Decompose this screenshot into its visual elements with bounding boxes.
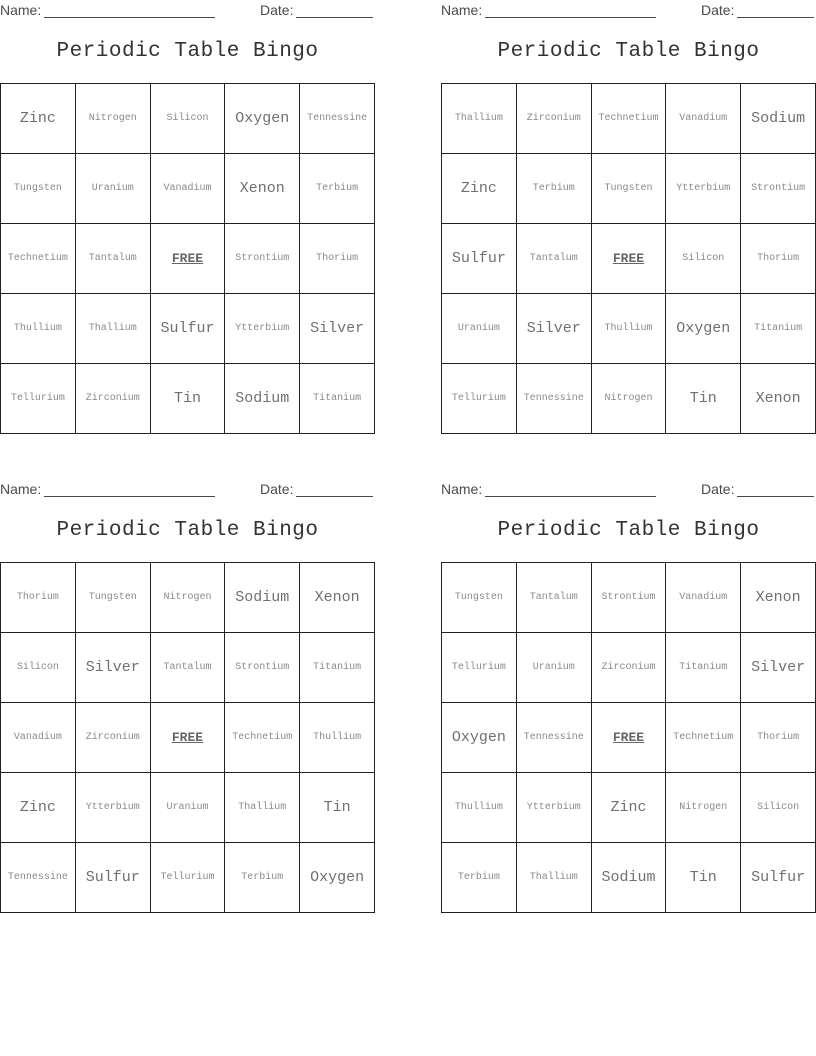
bingo-cell: Tungsten	[1, 154, 76, 224]
name-field	[0, 2, 215, 18]
card-title: Periodic Table Bingo	[497, 40, 760, 63]
bingo-cell: Tellurium	[151, 843, 226, 913]
bingo-cell: Zirconium	[592, 633, 667, 703]
bingo-cell: Oxygen	[442, 703, 517, 773]
name-blank-line	[44, 482, 215, 497]
bingo-cell: Terbium	[517, 154, 592, 224]
bingo-cell: Tennessine	[1, 843, 76, 913]
bingo-cell: Uranium	[517, 633, 592, 703]
bingo-card-1	[0, 0, 375, 434]
free-cell: FREE	[151, 224, 226, 294]
card-title: Periodic Table Bingo	[56, 519, 319, 542]
bingo-cell: Zirconium	[76, 364, 151, 434]
bingo-cell: Zinc	[1, 773, 76, 843]
bingo-cell: Xenon	[741, 563, 816, 633]
bingo-cell: Sodium	[741, 84, 816, 154]
bingo-cell: Silicon	[741, 773, 816, 843]
name-label: Name:	[441, 2, 483, 18]
bingo-cell: Technetium	[225, 703, 300, 773]
bingo-cell: Silver	[741, 633, 816, 703]
bingo-cell: Uranium	[76, 154, 151, 224]
name-field	[441, 2, 656, 18]
bingo-card-2	[441, 0, 816, 434]
bingo-cell: Zinc	[1, 84, 76, 154]
bingo-cell: Tungsten	[76, 563, 151, 633]
bingo-cell: Ytterbium	[517, 773, 592, 843]
bingo-cell: Sulfur	[151, 294, 226, 364]
bingo-cell: Thorium	[741, 703, 816, 773]
bingo-cell: Terbium	[225, 843, 300, 913]
bingo-cell: Thorium	[300, 224, 375, 294]
bingo-cell: Oxygen	[666, 294, 741, 364]
bingo-cell: Silicon	[666, 224, 741, 294]
bingo-cell: Thorium	[1, 563, 76, 633]
bingo-cell: Tin	[151, 364, 226, 434]
bingo-cell: Titanium	[300, 633, 375, 703]
bingo-cell: Terbium	[442, 843, 517, 913]
date-label: Date:	[701, 2, 735, 18]
bingo-cell: Xenon	[225, 154, 300, 224]
date-label: Date:	[260, 2, 294, 18]
bingo-cell: Sulfur	[442, 224, 517, 294]
date-field	[701, 481, 814, 497]
bingo-cell: Uranium	[442, 294, 517, 364]
date-field	[701, 2, 814, 18]
name-label: Name:	[441, 481, 483, 497]
bingo-card-3	[0, 479, 375, 913]
name-field	[441, 481, 656, 497]
card-title: Periodic Table Bingo	[56, 40, 319, 63]
bingo-cell: Tellurium	[1, 364, 76, 434]
bingo-cell: Silver	[517, 294, 592, 364]
bingo-cell: Tennessine	[517, 703, 592, 773]
bingo-cell: Zirconium	[76, 703, 151, 773]
name-blank-line	[485, 3, 656, 18]
date-blank-line	[737, 482, 814, 497]
card-header	[441, 2, 816, 20]
bingo-cell: Thullium	[300, 703, 375, 773]
date-field	[260, 2, 373, 18]
free-cell: FREE	[592, 703, 667, 773]
date-blank-line	[737, 3, 814, 18]
bingo-cell: Tungsten	[592, 154, 667, 224]
bingo-cell: Strontium	[741, 154, 816, 224]
free-cell: FREE	[592, 224, 667, 294]
bingo-cell: Zirconium	[517, 84, 592, 154]
bingo-cell: Titanium	[741, 294, 816, 364]
date-blank-line	[296, 482, 373, 497]
name-field	[0, 481, 215, 497]
bingo-cell: Ytterbium	[666, 154, 741, 224]
bingo-cell: Nitrogen	[151, 563, 226, 633]
bingo-cell: Silicon	[1, 633, 76, 703]
bingo-cell: Zinc	[592, 773, 667, 843]
name-blank-line	[44, 3, 215, 18]
date-label: Date:	[701, 481, 735, 497]
date-field	[260, 481, 373, 497]
bingo-cell: Thullium	[1, 294, 76, 364]
bingo-cell: Thorium	[741, 224, 816, 294]
bingo-cell: Tungsten	[442, 563, 517, 633]
bingo-cell: Tennessine	[300, 84, 375, 154]
bingo-cell: Sulfur	[741, 843, 816, 913]
bingo-cell: Tellurium	[442, 364, 517, 434]
bingo-cell: Silicon	[151, 84, 226, 154]
bingo-cell: Oxygen	[300, 843, 375, 913]
bingo-cell: Xenon	[300, 563, 375, 633]
card-header	[0, 2, 375, 20]
date-blank-line	[296, 3, 373, 18]
bingo-cell: Thullium	[442, 773, 517, 843]
bingo-cell: Titanium	[666, 633, 741, 703]
name-blank-line	[485, 482, 656, 497]
bingo-cell: Silver	[300, 294, 375, 364]
bingo-cell: Technetium	[1, 224, 76, 294]
bingo-cell: Thallium	[225, 773, 300, 843]
bingo-cell: Tellurium	[442, 633, 517, 703]
bingo-grid	[0, 562, 375, 913]
bingo-cell: Titanium	[300, 364, 375, 434]
bingo-cell: Sulfur	[76, 843, 151, 913]
name-label: Name:	[0, 481, 42, 497]
card-header	[441, 481, 816, 499]
bingo-cell: Vanadium	[666, 563, 741, 633]
name-label: Name:	[0, 2, 42, 18]
bingo-cell: Vanadium	[1, 703, 76, 773]
bingo-cell: Thallium	[517, 843, 592, 913]
bingo-cell: Strontium	[225, 224, 300, 294]
bingo-grid	[441, 562, 816, 913]
bingo-cell: Thallium	[76, 294, 151, 364]
bingo-cell: Tin	[666, 843, 741, 913]
bingo-cell: Oxygen	[225, 84, 300, 154]
bingo-cell: Ytterbium	[225, 294, 300, 364]
date-label: Date:	[260, 481, 294, 497]
bingo-cell: Tantalum	[517, 563, 592, 633]
card-header	[0, 481, 375, 499]
card-title: Periodic Table Bingo	[497, 519, 760, 542]
bingo-cell: Silver	[76, 633, 151, 703]
bingo-cell: Strontium	[592, 563, 667, 633]
bingo-cell: Terbium	[300, 154, 375, 224]
bingo-cell: Ytterbium	[76, 773, 151, 843]
bingo-cell: Tantalum	[151, 633, 226, 703]
bingo-cell: Strontium	[225, 633, 300, 703]
bingo-cell: Tantalum	[517, 224, 592, 294]
bingo-cell: Tantalum	[76, 224, 151, 294]
bingo-cell: Nitrogen	[76, 84, 151, 154]
bingo-cell: Vanadium	[666, 84, 741, 154]
bingo-cell: Vanadium	[151, 154, 226, 224]
bingo-cell: Tin	[666, 364, 741, 434]
bingo-cell: Tennessine	[517, 364, 592, 434]
bingo-cell: Thullium	[592, 294, 667, 364]
bingo-grid	[0, 83, 375, 434]
free-cell: FREE	[151, 703, 226, 773]
bingo-grid	[441, 83, 816, 434]
bingo-cell: Uranium	[151, 773, 226, 843]
bingo-cell: Sodium	[592, 843, 667, 913]
bingo-cell: Xenon	[741, 364, 816, 434]
bingo-cell: Sodium	[225, 364, 300, 434]
bingo-cell: Nitrogen	[666, 773, 741, 843]
bingo-cell: Technetium	[666, 703, 741, 773]
bingo-cell: Sodium	[225, 563, 300, 633]
bingo-card-4	[441, 479, 816, 913]
bingo-cell: Tin	[300, 773, 375, 843]
bingo-cell: Nitrogen	[592, 364, 667, 434]
bingo-cell: Thallium	[442, 84, 517, 154]
bingo-cell: Zinc	[442, 154, 517, 224]
bingo-cell: Technetium	[592, 84, 667, 154]
